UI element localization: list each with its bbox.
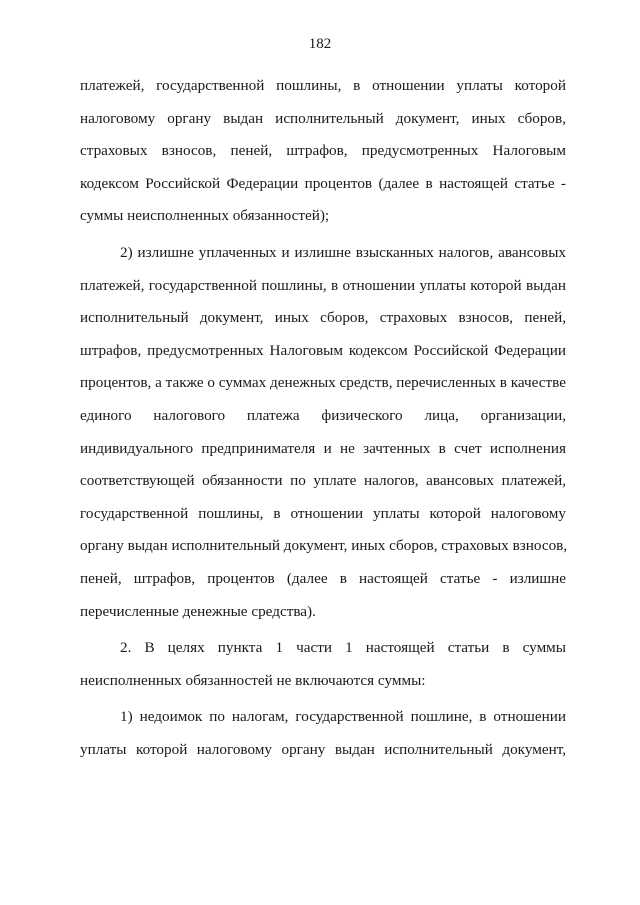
text-line: 1) недоимок по налогам, государственной пошлине, в отношении bbox=[120, 708, 566, 726]
text-line: суммы неисполненных обязанностей); bbox=[80, 207, 330, 225]
text-line: налоговому органу выдан исполнительный документ, иных сборов, bbox=[80, 109, 566, 127]
text-line: страховых взносов, пеней, штрафов, предусмотренных Налоговым bbox=[80, 142, 566, 160]
page-number: 182 bbox=[308, 36, 332, 52]
paragraph-item-1 bbox=[80, 701, 566, 766]
document-body bbox=[80, 70, 566, 766]
text-line: 2. В целях пункта 1 части 1 настоящей статьи в суммы bbox=[120, 639, 566, 657]
text-line: пеней, штрафов, процентов (далее в настоящей статье - излишне bbox=[80, 569, 566, 587]
paragraph-section-2 bbox=[80, 632, 566, 697]
text-line: кодексом Российской Федерации процентов (далее в настоящей статье - bbox=[80, 174, 566, 192]
text-line: неисполненных обязанностей не включаются суммы: bbox=[80, 671, 426, 689]
text-line: индивидуального предпринимателя и не зачтенных в счет исполнения bbox=[80, 439, 566, 457]
paragraph-item-2 bbox=[80, 237, 566, 628]
text-line: государственной пошлины, в отношении уплаты которой налоговому bbox=[80, 504, 566, 522]
text-line: соответствующей обязанности по уплате налогов, авансовых платежей, bbox=[80, 472, 566, 490]
text-line: штрафов, предусмотренных Налоговым кодексом Российской Федерации bbox=[80, 341, 566, 359]
paragraph-continuation bbox=[80, 70, 566, 233]
text-line: органу выдан исполнительный документ, иных сборов, страховых взносов, bbox=[80, 537, 568, 555]
text-line: исполнительный документ, иных сборов, страховых взносов, пеней, bbox=[80, 309, 566, 327]
text-line: уплаты которой налоговому органу выдан исполнительный документ, bbox=[80, 740, 566, 758]
text-line: единого налогового платежа физического лица, организации, bbox=[80, 406, 566, 424]
text-line: платежей, государственной пошлины, в отношении уплаты которой bbox=[80, 77, 566, 94]
text-line: процентов, а также о суммах денежных средств, перечисленных в качестве bbox=[80, 374, 566, 392]
text-line: перечисленные денежные средства). bbox=[80, 602, 316, 620]
text-line: 2) излишне уплаченных и излишне взысканных налогов, авансовых bbox=[120, 243, 566, 261]
text-line: платежей, государственной пошлины, в отношении уплаты которой выдан bbox=[80, 276, 566, 294]
